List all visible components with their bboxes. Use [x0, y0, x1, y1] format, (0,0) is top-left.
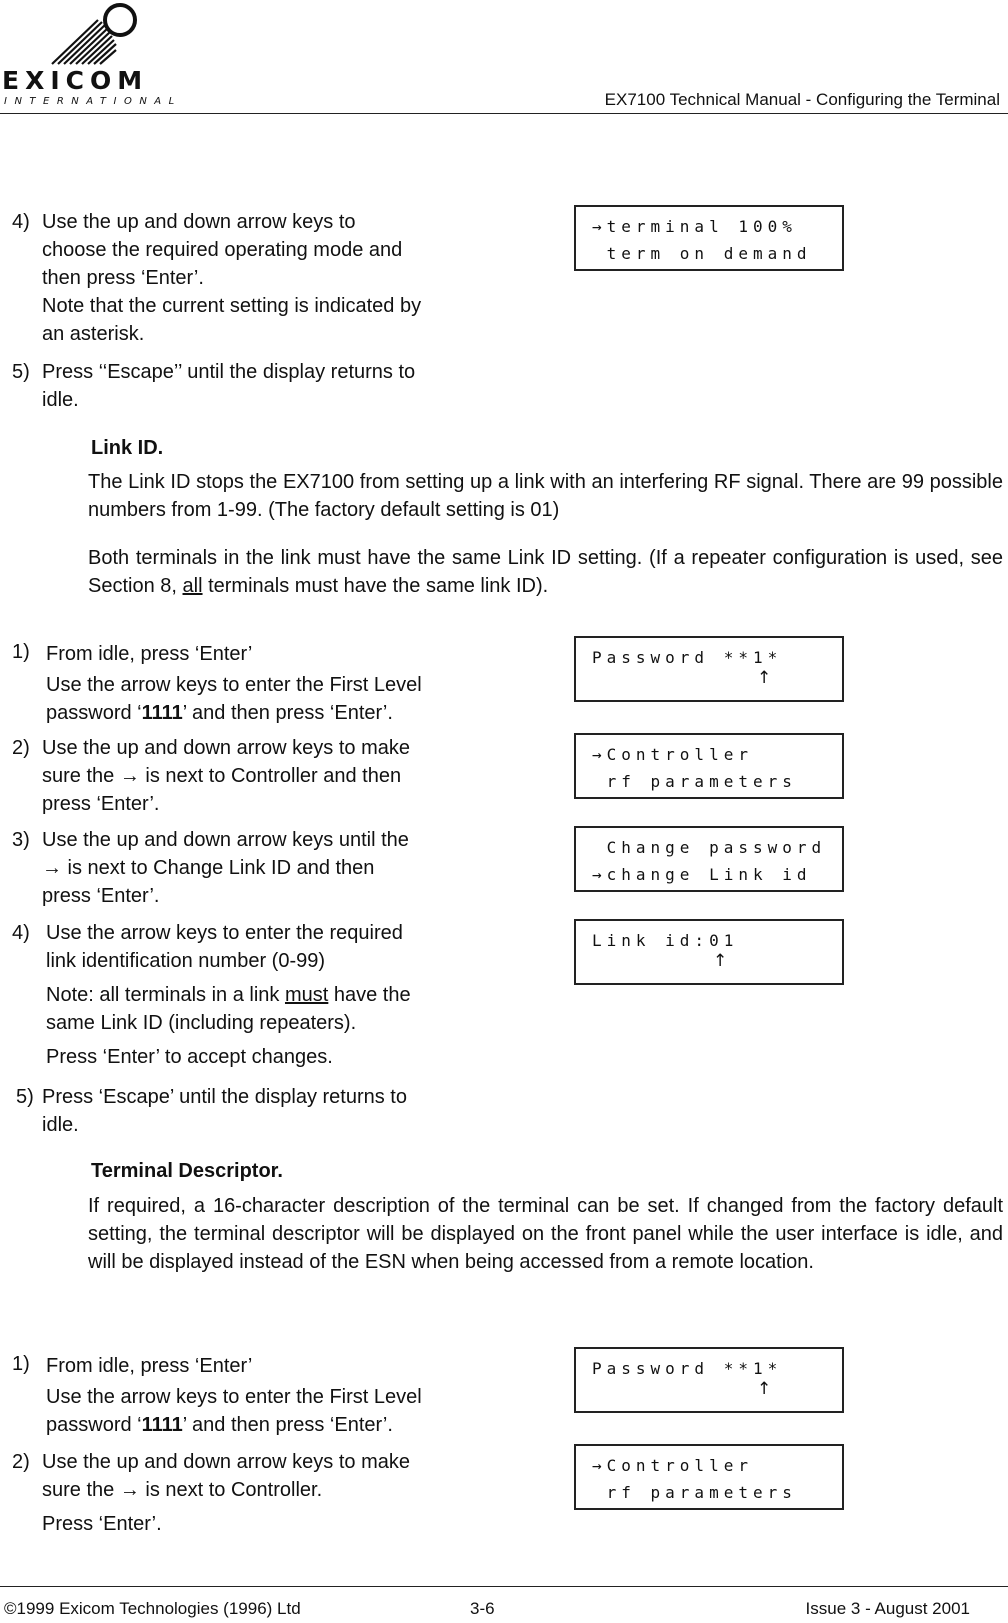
step-number: 4): [12, 922, 30, 944]
lcd-line: →change Link id: [592, 865, 812, 884]
footer-issue: Issue 3 - August 2001: [805, 1599, 970, 1618]
step-text: have the: [328, 984, 411, 1006]
step-number: 2): [12, 1451, 30, 1473]
step-text: ’ and then press ‘Enter’.: [182, 702, 393, 724]
step-text: same Link ID (including repeaters).: [46, 1012, 357, 1034]
step-text: [46, 1411, 486, 1439]
lcd-line: rf parameters: [592, 772, 797, 791]
step-text: Use the arrow keys to enter the First Level: [46, 674, 422, 696]
brand-name: EXICOM: [2, 66, 149, 95]
step-text: From idle, press ‘Enter’: [46, 643, 253, 665]
footer-divider: [0, 1586, 1008, 1587]
password-value: 1111: [141, 1414, 183, 1436]
lcd-line: rf parameters: [592, 1483, 797, 1502]
step-text: → is next to Change Link ID and then: [42, 857, 375, 879]
lcd-line: Password **1*: [592, 648, 783, 667]
lcd-line: →terminal 100%: [592, 217, 797, 236]
step-text: Press ‘Enter’.: [42, 1513, 162, 1535]
step-text: [46, 699, 486, 727]
step-text: Use the up and down arrow keys until the: [42, 829, 409, 851]
step-text: idle.: [42, 389, 79, 411]
step-text: link identification number (0-99): [46, 950, 326, 972]
step-text: password ‘: [46, 1414, 142, 1436]
step-text: choose the required operating mode and: [42, 239, 403, 261]
step-text: Press ‘Escape’ until the display returns to: [42, 1086, 407, 1108]
step-text: [46, 981, 486, 1009]
lcd-line: →Controller: [592, 1456, 753, 1475]
lcd-line: Change password: [592, 838, 827, 857]
step-number: 1): [12, 641, 30, 663]
lcd-display-controller: [574, 733, 844, 799]
step-text: From idle, press ‘Enter’: [46, 1355, 253, 1377]
step-text: Press ‘Enter’ to accept changes.: [46, 1046, 333, 1068]
step-text: press ‘Enter’.: [42, 885, 160, 907]
step-text: Use the up and down arrow keys to: [42, 211, 356, 233]
section-heading-terminal-descriptor: Terminal Descriptor.: [91, 1160, 283, 1182]
password-value: 1111: [141, 702, 183, 724]
section-heading-link-id: Link ID.: [91, 437, 164, 459]
paragraph: The Link ID stops the EX7100 from setting up a link with an interfering RF signal. There are 99 possible numbers from 1-99. (The factory default setting is 01): [88, 471, 1003, 521]
step-text: an asterisk.: [42, 323, 145, 345]
cursor-arrow-icon: ↑: [757, 1379, 772, 1399]
step-number: 4): [12, 211, 30, 233]
step-text: press ‘Enter’.: [42, 793, 160, 815]
step-text: Note that the current setting is indicated by: [42, 295, 422, 317]
lcd-display-controller: [574, 1444, 844, 1510]
step-text: then press ‘Enter’.: [42, 267, 204, 289]
paragraph: If required, a 16-character description of the terminal can be set. If changed from the factory default setting, the terminal descriptor will be displayed on the front panel while the user interface is idle, and will be displayed instead of the ESN when being accessed from a remote location.: [88, 1195, 1003, 1273]
step-text: sure the → is next to Controller.: [42, 1479, 323, 1501]
paragraph-text: Both terminals in the link must have the same Link ID setting. (If a repeater configuration is used, see Section 8,: [88, 547, 1003, 597]
lcd-display-change: [574, 826, 844, 892]
lcd-display-link-id: [574, 919, 844, 985]
step-text: password ‘: [46, 702, 142, 724]
step-number: 1): [12, 1353, 30, 1375]
paragraph-text: terminals must have the same link ID).: [202, 575, 549, 597]
lcd-display-password: [574, 1347, 844, 1413]
underlined-text: must: [284, 984, 329, 1006]
cursor-arrow-icon: ↑: [713, 951, 728, 971]
lcd-line: Link id:01: [592, 931, 739, 950]
step-text: ’ and then press ‘Enter’.: [182, 1414, 393, 1436]
step-text: Use the arrow keys to enter the required: [46, 922, 403, 944]
brand-subtitle: INTERNATIONAL: [4, 96, 182, 107]
lcd-line: →Controller: [592, 745, 753, 764]
step-text: Note: all terminals in a link: [46, 984, 285, 1006]
step-number: 3): [12, 829, 30, 851]
step-text: idle.: [42, 1114, 79, 1136]
lcd-line: Password **1*: [592, 1359, 783, 1378]
header-divider: [0, 113, 1008, 114]
header-title: EX7100 Technical Manual - Configuring the Terminal: [604, 90, 1000, 109]
step-text: Use the up and down arrow keys to make: [42, 737, 410, 759]
lcd-display-mode: [574, 205, 844, 271]
paragraph: [88, 544, 1003, 600]
step-text: sure the → is next to Controller and then: [42, 765, 402, 787]
lcd-line: term on demand: [592, 244, 812, 263]
step-text: Press ‘‘Escape’’ until the display returns to: [42, 361, 416, 383]
footer-copyright: ©1999 Exicom Technologies (1996) Ltd: [4, 1599, 301, 1618]
exicom-logo-icon: [42, 0, 152, 66]
step-number: 2): [12, 737, 30, 759]
step-text: Use the arrow keys to enter the First Level: [46, 1386, 422, 1408]
step-number: 5): [16, 1086, 34, 1108]
underlined-text: all: [182, 575, 203, 597]
footer-page-number: 3-6: [470, 1599, 495, 1618]
step-text: Use the up and down arrow keys to make: [42, 1451, 410, 1473]
cursor-arrow-icon: ↑: [757, 668, 772, 688]
step-number: 5): [12, 361, 30, 383]
lcd-display-password: [574, 636, 844, 702]
